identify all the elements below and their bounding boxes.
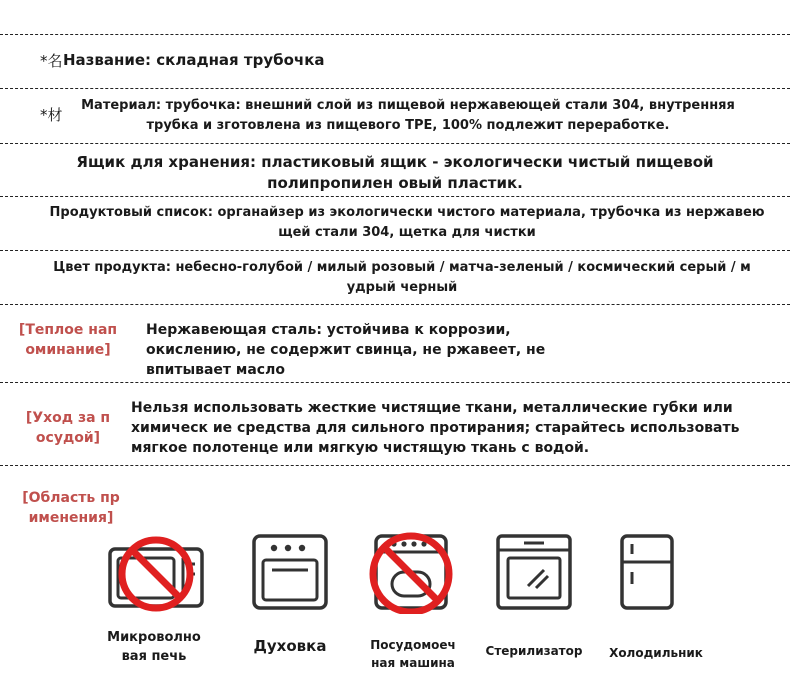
- name-glyph: *名: [40, 52, 63, 70]
- product-material: Материал: трубочка: внешний слой из пищевой нержавеющей стали 304, внутренняя трубка и зготовлена из пищевого TPE, 100% подлежит переработке.: [81, 98, 735, 133]
- warm-reminder-text: Нержавеющая сталь: устойчива к коррозии, окислению, не содержит свинца, не ржавеет, не впитывает масло: [146, 322, 546, 378]
- sterilizer-label: Стерилизатор: [485, 644, 583, 658]
- fridge-icon: [618, 532, 676, 612]
- product-color: Цвет продукта: небесно-голубой / милый розовый / матча-зеленый / космический серый / м удрый черный: [53, 260, 751, 295]
- divider: [0, 250, 790, 251]
- divider: [0, 304, 790, 305]
- microwave-icon: [105, 536, 207, 612]
- usage-tag: [Область пр именения]: [22, 490, 120, 526]
- storage-box: Ящик для хранения: пластиковый ящик - экологически чистый пищевой полипропилен овый пластик.: [76, 153, 714, 192]
- material-glyph: *材: [40, 106, 63, 124]
- divider: [0, 34, 790, 35]
- care-tag: [Уход за п осудой]: [25, 410, 111, 446]
- divider: [0, 88, 790, 89]
- divider: [0, 382, 790, 383]
- fridge-label: Холодильник: [609, 646, 703, 660]
- divider: [0, 196, 790, 197]
- product-list: Продуктовый список: органайзер из экологически чистого материала, трубочка из нержавею щей стали 304, щетка для чистки: [49, 205, 765, 240]
- dishwasher-label: Посудомоеч ная машина: [370, 638, 456, 670]
- dishwasher-icon: [368, 532, 454, 614]
- product-name: Название: складная трубочка: [63, 51, 325, 69]
- oven-icon: [250, 532, 330, 612]
- microwave-label: Микроволно вая печь: [107, 630, 201, 664]
- divider: [0, 143, 790, 144]
- oven-label: Духовка: [253, 637, 327, 655]
- sterilizer-icon: [494, 532, 574, 612]
- care-text: Нельзя использовать жесткие чистящие ткани, металлические губки или химическ ие средства для сильного протирания; старайтесь использовать мягкое полотенце или мягкую чистящую ткань с водой.: [131, 400, 740, 456]
- warm-reminder-tag: [Теплое нап оминание]: [18, 322, 118, 358]
- divider: [0, 465, 790, 466]
